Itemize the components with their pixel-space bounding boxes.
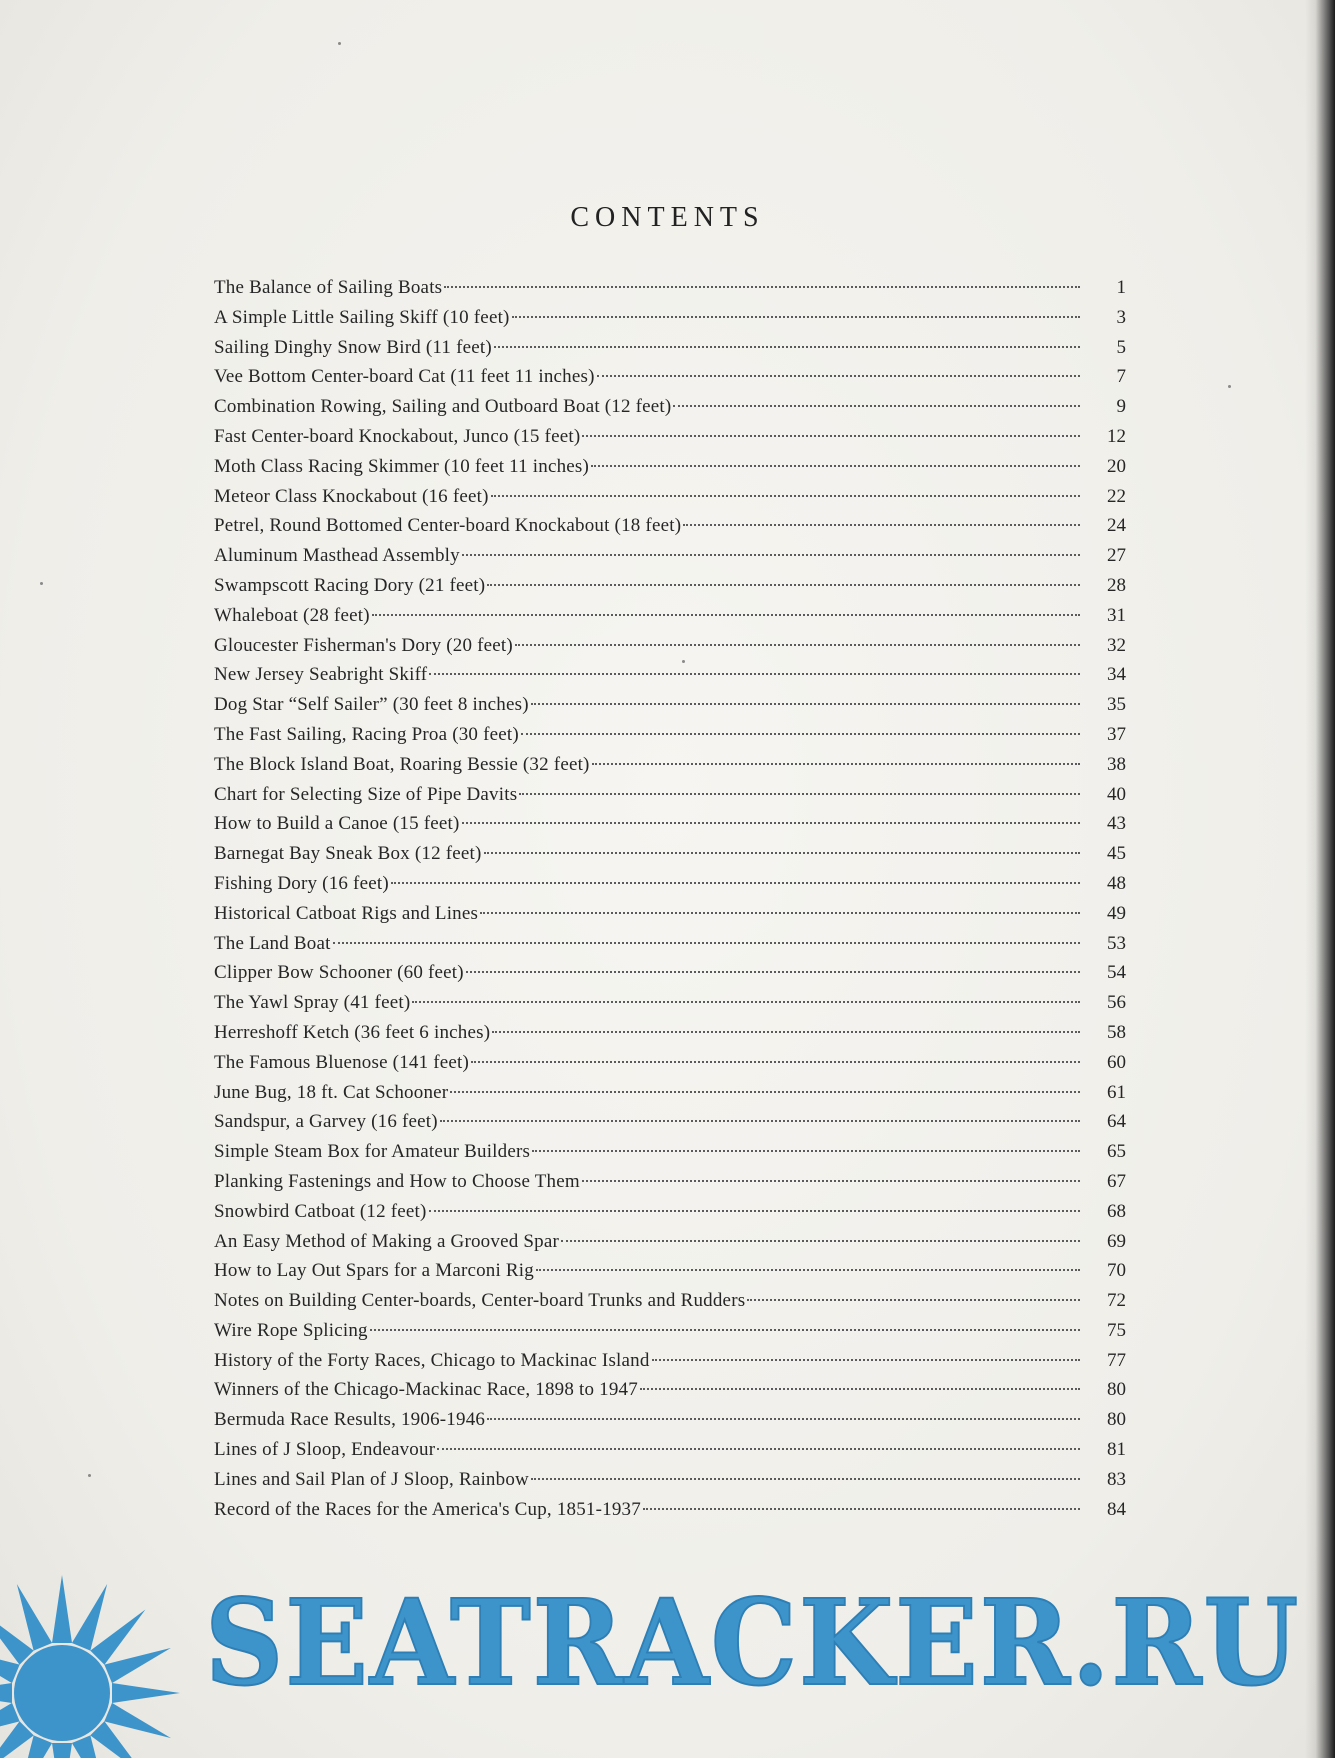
toc-entry: [214, 1078, 1126, 1108]
dot-leader: [450, 1090, 1080, 1093]
toc-entry-page-number: 9: [1116, 396, 1126, 418]
toc-entry-title: How to Build a Canoe (15 feet): [214, 813, 460, 835]
toc-entry: [214, 333, 1126, 363]
toc-entry: [214, 1167, 1126, 1197]
toc-entry-title: Combination Rowing, Sailing and Outboard Boat (12 feet): [214, 396, 672, 418]
toc-entry-page-number: 80: [1107, 1379, 1126, 1401]
dot-leader: [591, 464, 1080, 467]
dot-leader: [561, 1239, 1080, 1242]
toc-entry: [214, 809, 1126, 839]
dot-leader: [494, 345, 1080, 348]
toc-entry: [214, 780, 1126, 810]
dot-leader: [487, 583, 1080, 586]
dot-leader: [582, 1179, 1080, 1182]
watermark-text: SEATRACKER.RU: [205, 1573, 1301, 1712]
toc-entry: [214, 839, 1126, 869]
dot-leader: [491, 494, 1080, 497]
toc-entry-page-number: 40: [1107, 783, 1126, 805]
dot-leader: [372, 613, 1080, 616]
toc-entry-title: Clipper Bow Schooner (60 feet): [214, 962, 464, 984]
toc-entry-page-number: 67: [1107, 1170, 1126, 1192]
toc-entry-page-number: 28: [1107, 574, 1126, 596]
toc-entry: [214, 452, 1126, 482]
toc-entry-page-number: 49: [1107, 902, 1126, 924]
toc-entry-page-number: 20: [1107, 455, 1126, 477]
toc-entry-page-number: 69: [1107, 1230, 1126, 1252]
dot-leader: [429, 1209, 1080, 1212]
toc-entry: [214, 929, 1126, 959]
dot-leader: [487, 1417, 1080, 1420]
toc-entry: [214, 1107, 1126, 1137]
dot-leader: [466, 970, 1080, 973]
toc-entry-title: A Simple Little Sailing Skiff (10 feet): [214, 306, 510, 328]
toc-entry: [214, 720, 1126, 750]
dot-leader: [521, 732, 1080, 735]
dot-leader: [747, 1298, 1080, 1301]
toc-entry-page-number: 48: [1107, 872, 1126, 894]
toc-entry: [214, 899, 1126, 929]
dust-speck: [338, 42, 341, 45]
toc-entry: [214, 362, 1126, 392]
toc-entry-page-number: 43: [1107, 813, 1126, 835]
toc-entry-title: Winners of the Chicago-Mackinac Race, 1898 to 1947: [214, 1379, 638, 1401]
toc-entry: [214, 1256, 1126, 1286]
toc-entry: [214, 1435, 1126, 1465]
dot-leader: [429, 672, 1080, 675]
toc-entry: [214, 1465, 1126, 1495]
toc-entry: [214, 660, 1126, 690]
toc-entry-title: Fast Center-board Knockabout, Junco (15 feet): [214, 425, 581, 447]
toc-entry-page-number: 68: [1107, 1200, 1126, 1222]
toc-entry: [214, 422, 1126, 452]
dot-leader: [643, 1507, 1080, 1510]
toc-entry: [214, 1018, 1126, 1048]
toc-entry-title: Moth Class Racing Skimmer (10 feet 11 inches): [214, 455, 590, 477]
toc-entry-page-number: 83: [1107, 1468, 1126, 1490]
toc-entry: [214, 869, 1126, 899]
toc-entry-title: Lines of J Sloop, Endeavour: [214, 1439, 436, 1461]
toc-entry-page-number: 24: [1107, 515, 1126, 537]
toc-entry-page-number: 45: [1107, 843, 1126, 865]
toc-entry-title: Herreshoff Ketch (36 feet 6 inches): [214, 1021, 491, 1043]
dot-leader: [471, 1060, 1080, 1063]
toc-entry: [214, 571, 1126, 601]
dust-speck: [1228, 385, 1231, 388]
page-title: CONTENTS: [570, 202, 765, 233]
toc-entry: [214, 690, 1126, 720]
toc-entry-page-number: 72: [1107, 1290, 1126, 1312]
toc-entry-title: Sandspur, a Garvey (16 feet): [214, 1111, 438, 1133]
toc-entry-title: New Jersey Seabright Skiff: [214, 664, 428, 686]
toc-entry-page-number: 12: [1107, 425, 1126, 447]
toc-entry: [214, 631, 1126, 661]
toc-entry: [214, 273, 1126, 303]
toc-entry-page-number: 77: [1107, 1349, 1126, 1371]
dot-leader: [532, 1149, 1080, 1152]
toc-entry: [214, 303, 1126, 333]
toc-entry-page-number: 54: [1107, 962, 1126, 984]
dot-leader: [484, 851, 1080, 854]
toc-entry-title: Bermuda Race Results, 1906-1946: [214, 1409, 486, 1431]
toc-entry: [214, 1286, 1126, 1316]
toc-entry-title: Planking Fastenings and How to Choose Them: [214, 1170, 580, 1192]
dust-speck: [40, 582, 43, 585]
toc-entry-title: Vee Bottom Center-board Cat (11 feet 11 inches): [214, 366, 595, 388]
toc-entry-page-number: 65: [1107, 1141, 1126, 1163]
toc-entry-title: Sailing Dinghy Snow Bird (11 feet): [214, 336, 492, 358]
dot-leader: [683, 523, 1080, 526]
toc-entry: [214, 1048, 1126, 1078]
toc-entry-title: Barnegat Bay Sneak Box (12 feet): [214, 843, 482, 865]
toc-entry-title: Fishing Dory (16 feet): [214, 872, 389, 894]
toc-entry-title: Wire Rope Splicing: [214, 1319, 368, 1341]
toc-entry: [214, 750, 1126, 780]
toc-entry-page-number: 3: [1116, 306, 1126, 328]
dot-leader: [531, 702, 1080, 705]
toc-entry-title: Record of the Races for the America's Cup, 1851-1937: [214, 1498, 641, 1520]
dust-speck: [88, 1474, 91, 1477]
toc-entry-title: The Yawl Spray (41 feet): [214, 992, 411, 1014]
toc-entry-title: The Famous Bluenose (141 feet): [214, 1051, 470, 1073]
toc-entry: [214, 1346, 1126, 1376]
toc-entry-title: Lines and Sail Plan of J Sloop, Rainbow: [214, 1468, 529, 1490]
toc-entry: [214, 1375, 1126, 1405]
toc-entry: [214, 958, 1126, 988]
toc-entry: [214, 988, 1126, 1018]
toc-entry-title: Aluminum Masthead Assembly: [214, 545, 460, 567]
toc-entry-title: The Balance of Sailing Boats: [214, 277, 443, 298]
table-of-contents: [214, 273, 1126, 1524]
toc-entry-page-number: 31: [1107, 604, 1126, 626]
toc-entry-title: Chart for Selecting Size of Pipe Davits: [214, 783, 518, 805]
toc-entry-page-number: 53: [1107, 932, 1126, 954]
toc-entry-page-number: 64: [1107, 1111, 1126, 1133]
dot-leader: [673, 404, 1080, 407]
toc-entry-title: Petrel, Round Bottomed Center-board Knockabout (18 feet): [214, 515, 682, 537]
toc-entry-title: Meteor Class Knockabout (16 feet): [214, 485, 489, 507]
toc-entry-page-number: 38: [1107, 753, 1126, 775]
dot-leader: [536, 1268, 1080, 1271]
binding-shadow: [1305, 0, 1335, 1758]
toc-entry: [214, 1227, 1126, 1257]
dot-leader: [437, 1447, 1080, 1450]
dot-leader: [480, 911, 1080, 914]
toc-entry-title: An Easy Method of Making a Grooved Spar: [214, 1230, 559, 1252]
dot-leader: [391, 881, 1080, 884]
toc-entry-page-number: 61: [1107, 1081, 1126, 1103]
dot-leader: [462, 821, 1080, 824]
toc-entry-page-number: 34: [1107, 664, 1126, 686]
toc-entry-page-number: 56: [1107, 992, 1126, 1014]
dot-leader: [515, 643, 1080, 646]
toc-entry-page-number: 70: [1107, 1260, 1126, 1282]
toc-entry-title: How to Lay Out Spars for a Marconi Rig: [214, 1260, 534, 1282]
dot-leader: [597, 374, 1080, 377]
toc-entry: [214, 541, 1126, 571]
toc-entry-page-number: 35: [1107, 694, 1126, 716]
toc-entry-page-number: 81: [1107, 1439, 1126, 1461]
toc-entry-title: Historical Catboat Rigs and Lines: [214, 902, 479, 924]
toc-entry-title: The Fast Sailing, Racing Proa (30 feet): [214, 723, 519, 745]
toc-entry-page-number: 5: [1116, 336, 1126, 358]
dot-leader: [640, 1387, 1080, 1390]
toc-entry: [214, 392, 1126, 422]
dot-leader: [512, 315, 1080, 318]
toc-entry: [214, 601, 1126, 631]
dot-leader: [531, 1477, 1080, 1480]
dot-leader: [582, 434, 1080, 437]
toc-entry-page-number: 32: [1107, 634, 1126, 656]
toc-entry-page-number: 7: [1116, 366, 1126, 388]
toc-entry-page-number: 1: [1116, 277, 1126, 298]
toc-entry: [214, 1137, 1126, 1167]
toc-entry-page-number: 27: [1107, 545, 1126, 567]
dot-leader: [444, 285, 1080, 288]
toc-entry-title: Dog Star “Self Sailer” (30 feet 8 inches): [214, 694, 529, 716]
toc-entry-title: Notes on Building Center-boards, Center-board Trunks and Rudders: [214, 1290, 746, 1312]
dot-leader: [462, 553, 1080, 556]
toc-entry-title: History of the Forty Races, Chicago to Mackinac Island: [214, 1349, 650, 1371]
toc-entry-page-number: 58: [1107, 1021, 1126, 1043]
toc-entry-title: Swampscott Racing Dory (21 feet): [214, 574, 486, 596]
toc-entry-title: Snowbird Catboat (12 feet): [214, 1200, 427, 1222]
toc-entry-page-number: 60: [1107, 1051, 1126, 1073]
dot-leader: [333, 941, 1080, 944]
dot-leader: [370, 1328, 1080, 1331]
toc-entry: [214, 1197, 1126, 1227]
toc-entry-page-number: 80: [1107, 1409, 1126, 1431]
dot-leader: [412, 1000, 1080, 1003]
dot-leader: [652, 1358, 1080, 1361]
toc-entry-title: The Land Boat: [214, 932, 331, 954]
dot-leader: [519, 792, 1080, 795]
toc-entry-title: The Block Island Boat, Roaring Bessie (32 feet): [214, 753, 590, 775]
toc-entry-page-number: 84: [1107, 1498, 1126, 1520]
toc-entry: [214, 1405, 1126, 1435]
sun-icon: [0, 1568, 200, 1758]
dot-leader: [492, 1030, 1080, 1033]
toc-entry-title: June Bug, 18 ft. Cat Schooner: [214, 1081, 449, 1103]
toc-entry: [214, 1316, 1126, 1346]
toc-entry-page-number: 37: [1107, 723, 1126, 745]
toc-entry: [214, 511, 1126, 541]
dot-leader: [592, 762, 1080, 765]
toc-entry: [214, 482, 1126, 512]
dot-leader: [440, 1119, 1080, 1122]
toc-entry: [214, 1495, 1126, 1525]
toc-entry-page-number: 75: [1107, 1319, 1126, 1341]
toc-entry-page-number: 22: [1107, 485, 1126, 507]
toc-entry-title: Gloucester Fisherman's Dory (20 feet): [214, 634, 513, 656]
toc-entry-title: Simple Steam Box for Amateur Builders: [214, 1141, 531, 1163]
toc-entry-title: Whaleboat (28 feet): [214, 604, 370, 626]
